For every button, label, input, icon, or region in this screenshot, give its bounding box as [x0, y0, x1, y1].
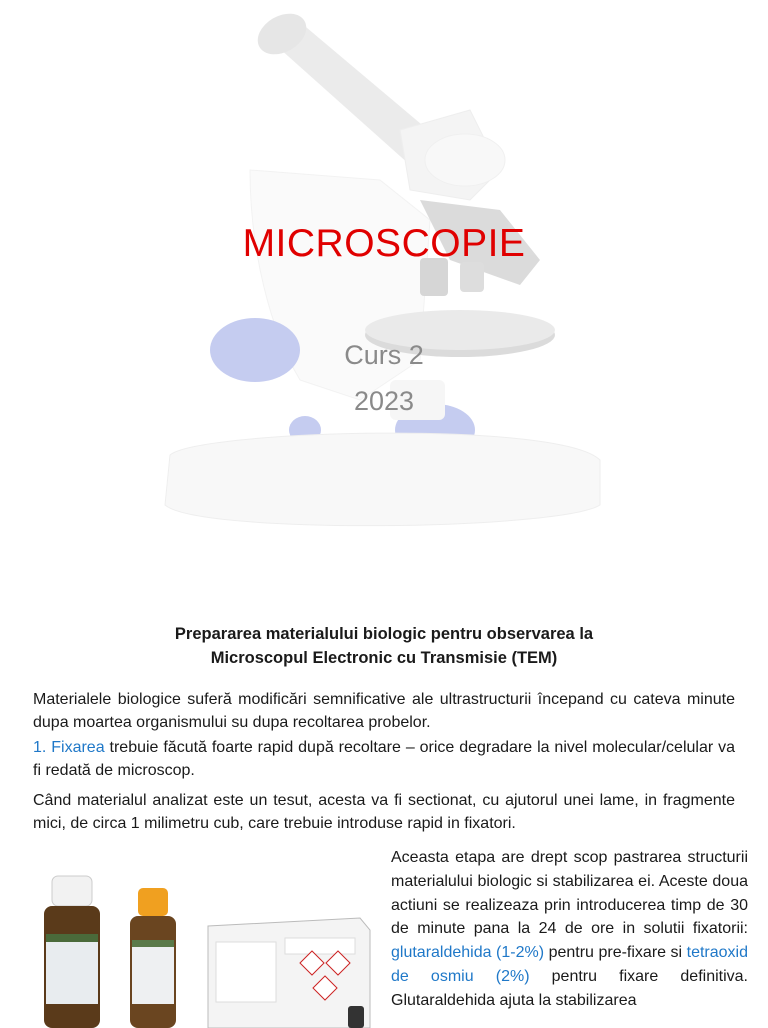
slide-subtitle-year: 2023 — [353, 386, 415, 416]
paragraph-tissue: Când materialul analizat este un tesut, acesta va fi sectionat, cu ajutorul unei lame, in fragmente mici, de circa 1 milimetru cub, care trebuie introduse rapid in fixatori. — [33, 792, 735, 832]
paragraph-fixation — [33, 736, 735, 782]
slide-title: MICROSCOPIE — [242, 222, 526, 265]
heading-line-1: Prepararea materialului biologic pentru observarea la — [174, 625, 594, 643]
paragraph-fixatives — [391, 846, 748, 1013]
fixative-bottles-image — [30, 868, 380, 1028]
section-heading — [60, 622, 708, 670]
fixatives-text-2: pentru pre-fixare si — [544, 944, 687, 962]
paragraph-intro: Materialele biologice suferă modificări semnificative ale ultrastructurii începand cu cateva minute dupa moartea organismului su dupa recoltarea probelor. — [33, 691, 735, 731]
fixatives-text-3: pentru fixare definitiva. Glutaraldehida ajuta la stabilizarea — [391, 967, 749, 1009]
fixation-text: trebuie făcută foarte rapid după recoltare – orice degradare la nivel molecular/celular va fi redată de microscop. — [33, 739, 735, 779]
heading-line-2: Microscopul Electronic cu Transmisie (TEM) — [210, 649, 558, 667]
glutaraldehyde-highlight: glutaraldehida (1-2%) — [391, 944, 545, 962]
fixation-highlight: 1. Fixarea — [33, 739, 105, 756]
fixatives-text-1: Aceasta etapa are drept scop pastrarea structurii materialului biologic si stabilizarea ei. Aceste doua actiuni se realizeaza prin introducerea timp de 30 de minute pana la 24 de ore in solutii fixatorii: — [391, 849, 748, 938]
slide-subtitle-course: Curs 2 — [344, 340, 424, 370]
osmium-highlight: tetraoxid de osmiu (2%) — [391, 944, 749, 985]
